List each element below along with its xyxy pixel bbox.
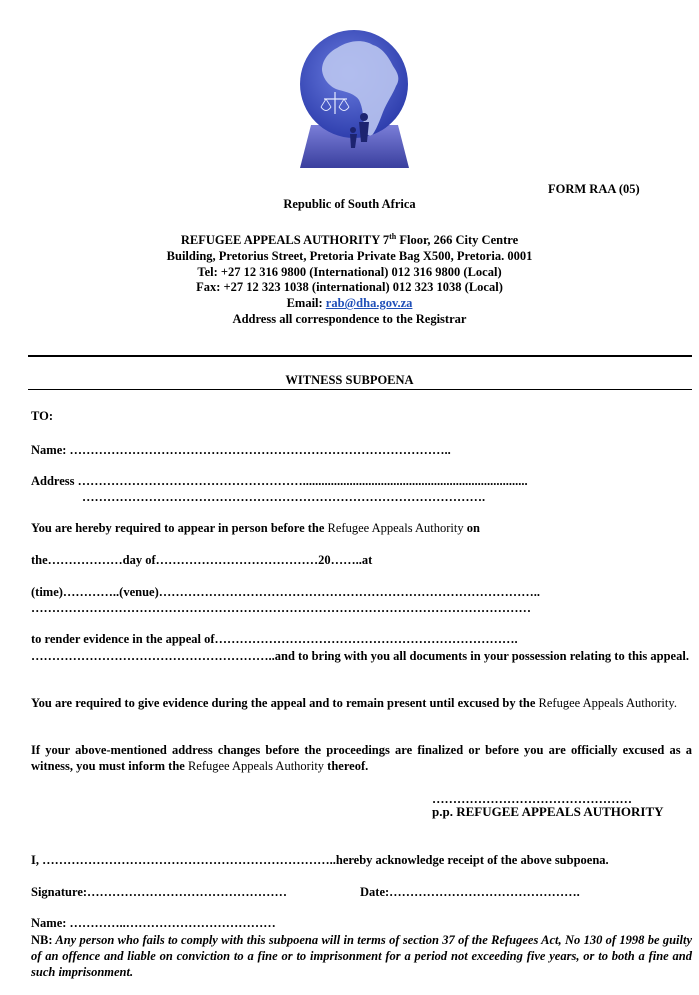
address-field: Address ………………………………………………........................................................................: [31, 474, 528, 488]
address-field-line2: …………………………………………………………………………………….: [82, 490, 486, 504]
authority-address-line1: REFUGEE APPEALS AUTHORITY 7th Floor, 266 City Centre: [180, 231, 519, 247]
evidence-statement: You are required to give evidence during the appeal and to remain present until excused by the Refugee Appeals Authority.: [31, 696, 677, 710]
authority-address-line2: Building, Pretorius Street, Pretoria Private Bag X500, Pretoria. 0001: [166, 248, 533, 263]
name-field-2: Name: …………..………………………………: [31, 916, 276, 930]
address-change-statement: If your above-mentioned address changes before the proceedings are finalized or before you are officially excused as a witness, you must inform the Refugee Appeals Authority thereof.: [31, 743, 692, 773]
fax: Fax: +27 12 323 1038 (international) 012 323 1038 (Local): [196, 280, 503, 295]
signature-field: Signature:…………………………………………: [31, 885, 288, 899]
appeal-field: to render evidence in the appeal of……………………………………………………………….: [31, 632, 518, 646]
date-field: the………………day of…………………………………20……..at: [31, 553, 373, 567]
form-code: FORM RAA (05): [548, 182, 640, 196]
authority-logo-icon: [297, 22, 412, 172]
documents-statement: …………………………………………………..and to bring with you all documents in your possession relating to this appeal.: [31, 649, 689, 663]
date-signed-field: Date:……………………………………….: [360, 885, 580, 899]
authority-header: [0, 197, 699, 328]
header-divider-thin: [28, 389, 692, 390]
venue-field-line2: …………………………………………………………………………………………………………: [31, 601, 531, 615]
pp-authority: p.p. REFUGEE APPEALS AUTHORITY: [432, 804, 664, 819]
country-name: Republic of South Africa: [283, 197, 416, 211]
time-venue-field: (time)…………..(venue)………………………………………………………………………………..: [31, 585, 540, 599]
appear-statement: You are hereby required to appear in person before the Refugee Appeals Authority on: [31, 521, 480, 535]
to-label: TO:: [31, 409, 53, 423]
acknowledge-statement: I, ……………………………………………………………..hereby acknowledge receipt of the above subpoena.: [31, 853, 609, 867]
email-link[interactable]: rab@dha.gov.za: [325, 296, 413, 311]
email-line: Email: rab@dha.gov.za: [286, 296, 413, 311]
correspondence-note: Address all correspondence to the Registrar: [232, 311, 467, 326]
nb-note: NB: Any person who fails to comply with this subpoena will in terms of section 37 of the Refugees Act, No 130 of 1998 be guilty of an offence and liable on conviction to a fine or to imprisonment for a period not exceeding five years, or to both a fine and such imprisonment.: [31, 933, 692, 979]
telephone: Tel: +27 12 316 9800 (International) 012 316 9800 (Local): [197, 264, 502, 279]
form-title: WITNESS SUBPOENA: [285, 373, 414, 387]
name-field: Name: ………………………………………………………………………………..: [31, 443, 451, 457]
authority-signature-line: …………………………………………: [432, 792, 632, 806]
header-divider-thick: [28, 355, 692, 357]
